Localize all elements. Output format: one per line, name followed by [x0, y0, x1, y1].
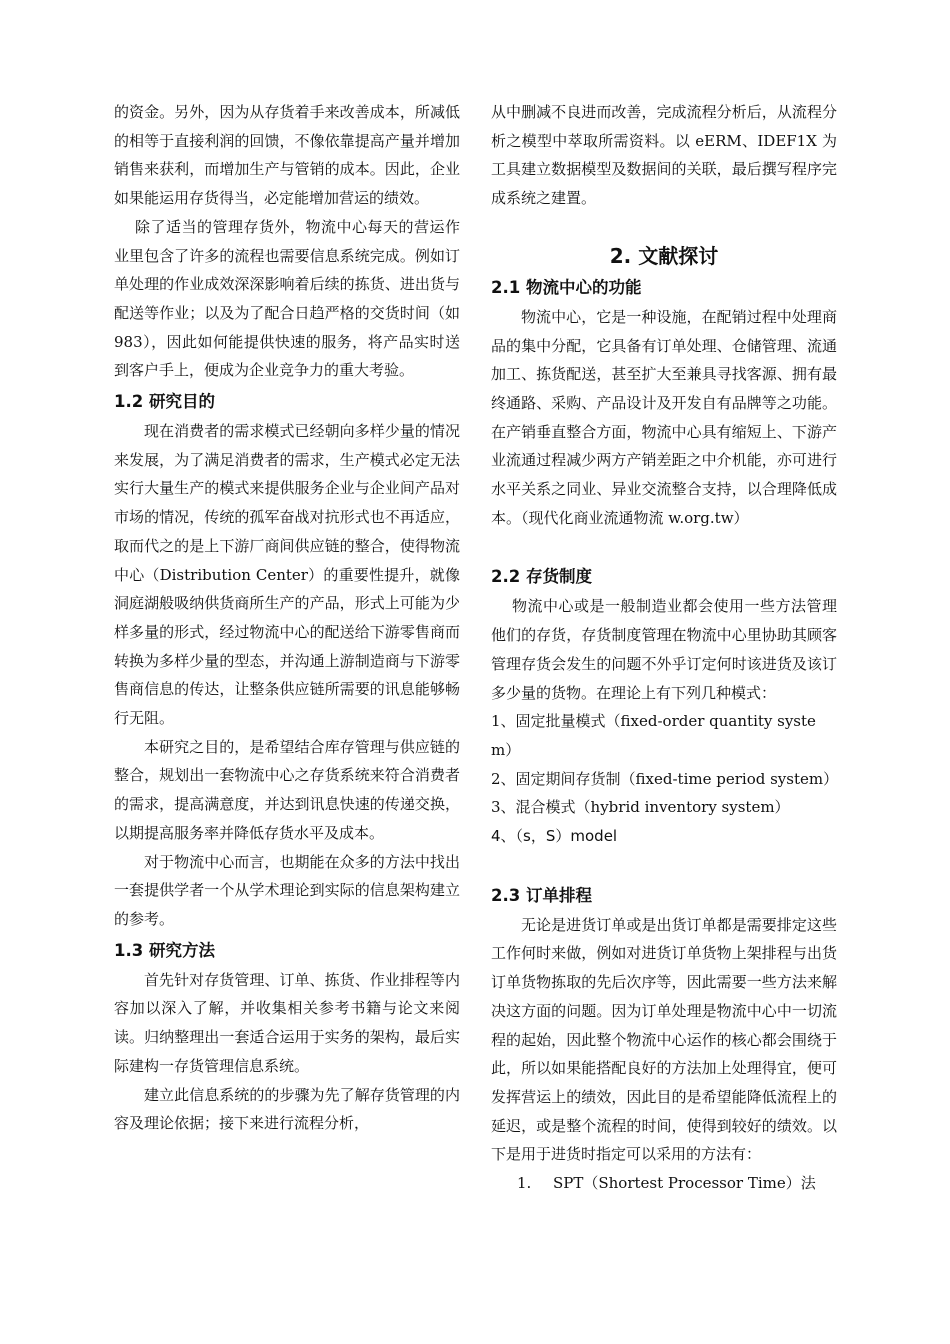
left-column — [114, 98, 460, 1138]
intro-paragraph-continued: 的资金。另外，因为从存货着手来改善成本，所减低的相等于直接利润的回馈，不像依靠提高产量并增加销售来获利，而增加生产与管销的成本。因此，企业如果能运用存货得当，必定能增加营运的绩效。 — [114, 103, 460, 208]
section-heading-2-2: 2.2 存货制度 — [491, 567, 592, 587]
list-text: SPT（Shortest Processor Time）法 — [553, 1174, 816, 1193]
section-heading-2-3: 2.3 订单排程 — [491, 885, 592, 905]
section-1-2-paragraph-1: 现在消费者的需求模式已经朝向多样少量的情况来发展，为了满足消费者的需求，生产模式必定无法实行大量生产的模式来提供服务企业与企业间产品对市场的情况，传统的孤军奋战对抗形式也不再适应，取而代之的是上下游厂商间供应链的整合，使得物流中心（Distribution Center）的重要性提升，就像洞庭湖般吸纳供货商所生产的产品，形式上可能为少样多量的形式，经过物流中心的配送给下游零售商而转换为多样少量的型态，并沟通上游制造商与下游零售商信息的传达，让整条供应链所需要的讯息能够畅行无阻。 — [114, 422, 460, 728]
section-1-3-paragraph-2: 建立此信息系统的的步骤为先了解存货管理的内容及理论依据；接下来进行流程分析， — [114, 1085, 460, 1133]
spacer — [491, 851, 837, 879]
numbered-list-item — [491, 1169, 837, 1198]
section-heading-2-1: 2.1 物流中心的功能 — [491, 277, 642, 297]
section-2-2-paragraph: 物流中心或是一般制造业都会使用一些方法管理他们的存货，存货制度管理在物流中心里协助其顾客管理存货会发生的问题不外乎订定何时该进货及该订多少量的货物。在理论上有下列几种模式： — [491, 597, 837, 702]
chapter-heading-2: 2. 文献探讨 — [609, 243, 719, 268]
inventory-model-item: 4、（s，S）model — [491, 827, 618, 846]
inventory-model-item: 1、固定批量模式（fixed-order quantity system） — [491, 712, 816, 759]
section-1-3-paragraph-1: 首先针对存货管理、订单、拣货、作业排程等内容加以深入了解，并收集相关参考书籍与论文来阅读。归纳整理出一套适合运用于实务的架构，最后实际建构一存货管理信息系统。 — [114, 970, 460, 1075]
section-1-2-paragraph-2: 本研究之目的，是希望结合库存管理与供应链的整合，规划出一套物流中心之存货系统来符合消费者的需求，提高满意度，并达到讯息快速的传递交换，以期提高服务率并降低存货水平及成本。 — [114, 737, 460, 842]
section-2-3-paragraph: 无论是进货订单或是出货订单都是需要排定这些工作何时来做，例如对进货订单货物上架排程与出货订单货物拣取的先后次序等，因此需要一些方法来解决这方面的问题。因为订单处理是物流中心中一切流程的起始，因此整个物流中心运作的核心都会围绕于此，所以如果能搭配良好的方法加上处理得宜，便可发挥营运上的绩效，因此目的是希望能降低流程上的延迟，或是整个流程的时间，使得到较好的绩效。以下是用于进货时指定可以采用的方法有： — [491, 915, 837, 1164]
spacer — [491, 532, 837, 560]
intro-paragraph-2: 除了适当的管理存货外，物流中心每天的营运作业里包含了许多的流程也需要信息系统完成。例如订单处理的作业成效深深影响着后续的拣货、进出货与配送等作业；以及为了配合日趋严格的交货时间（如983），因此如何能提供快速的服务，将产品实时送到客户手上，便成为企业竞争力的重大考验。 — [114, 217, 460, 380]
right-column — [491, 98, 837, 1198]
section-heading-1-3: 1.3 研究方法 — [114, 940, 215, 960]
section-2-1-paragraph: 物流中心，它是一种设施，在配销过程中处理商品的集中分配，它具备有订单处理、仓储管理、流通加工、拣货配送，甚至扩大至兼具寻找客源、拥有最终通路、采购、产品设计及开发自有品牌等之功能。在产销垂直整合方面，物流中心具有缩短上、下游产业流通过程减少两方产销差距之中介机能，亦可进行水平关系之同业、异业交流整合支持，以合理降低成本。（现代化商业流通物流 w.org.tw） — [491, 307, 837, 527]
section-1-2-paragraph-3: 对于物流中心而言，也期能在众多的方法中找出一套提供学者一个从学术理论到实际的信息架构建立的参考。 — [114, 852, 460, 928]
list-number: 1. — [517, 1174, 532, 1193]
method-paragraph-continued: 从中删减不良进而改善，完成流程分析后，从流程分析之模型中萃取所需资料。以 eERM、IDEF1X 为工具建立数据模型及数据间的关联，最后撰写程序完成系统之建置。 — [491, 103, 837, 208]
inventory-model-item: 2、固定期间存货制（fixed-time period system） — [491, 769, 839, 788]
section-heading-1-2: 1.2 研究目的 — [114, 392, 215, 412]
inventory-model-item: 3、混合模式（hybrid inventory system） — [491, 798, 790, 817]
